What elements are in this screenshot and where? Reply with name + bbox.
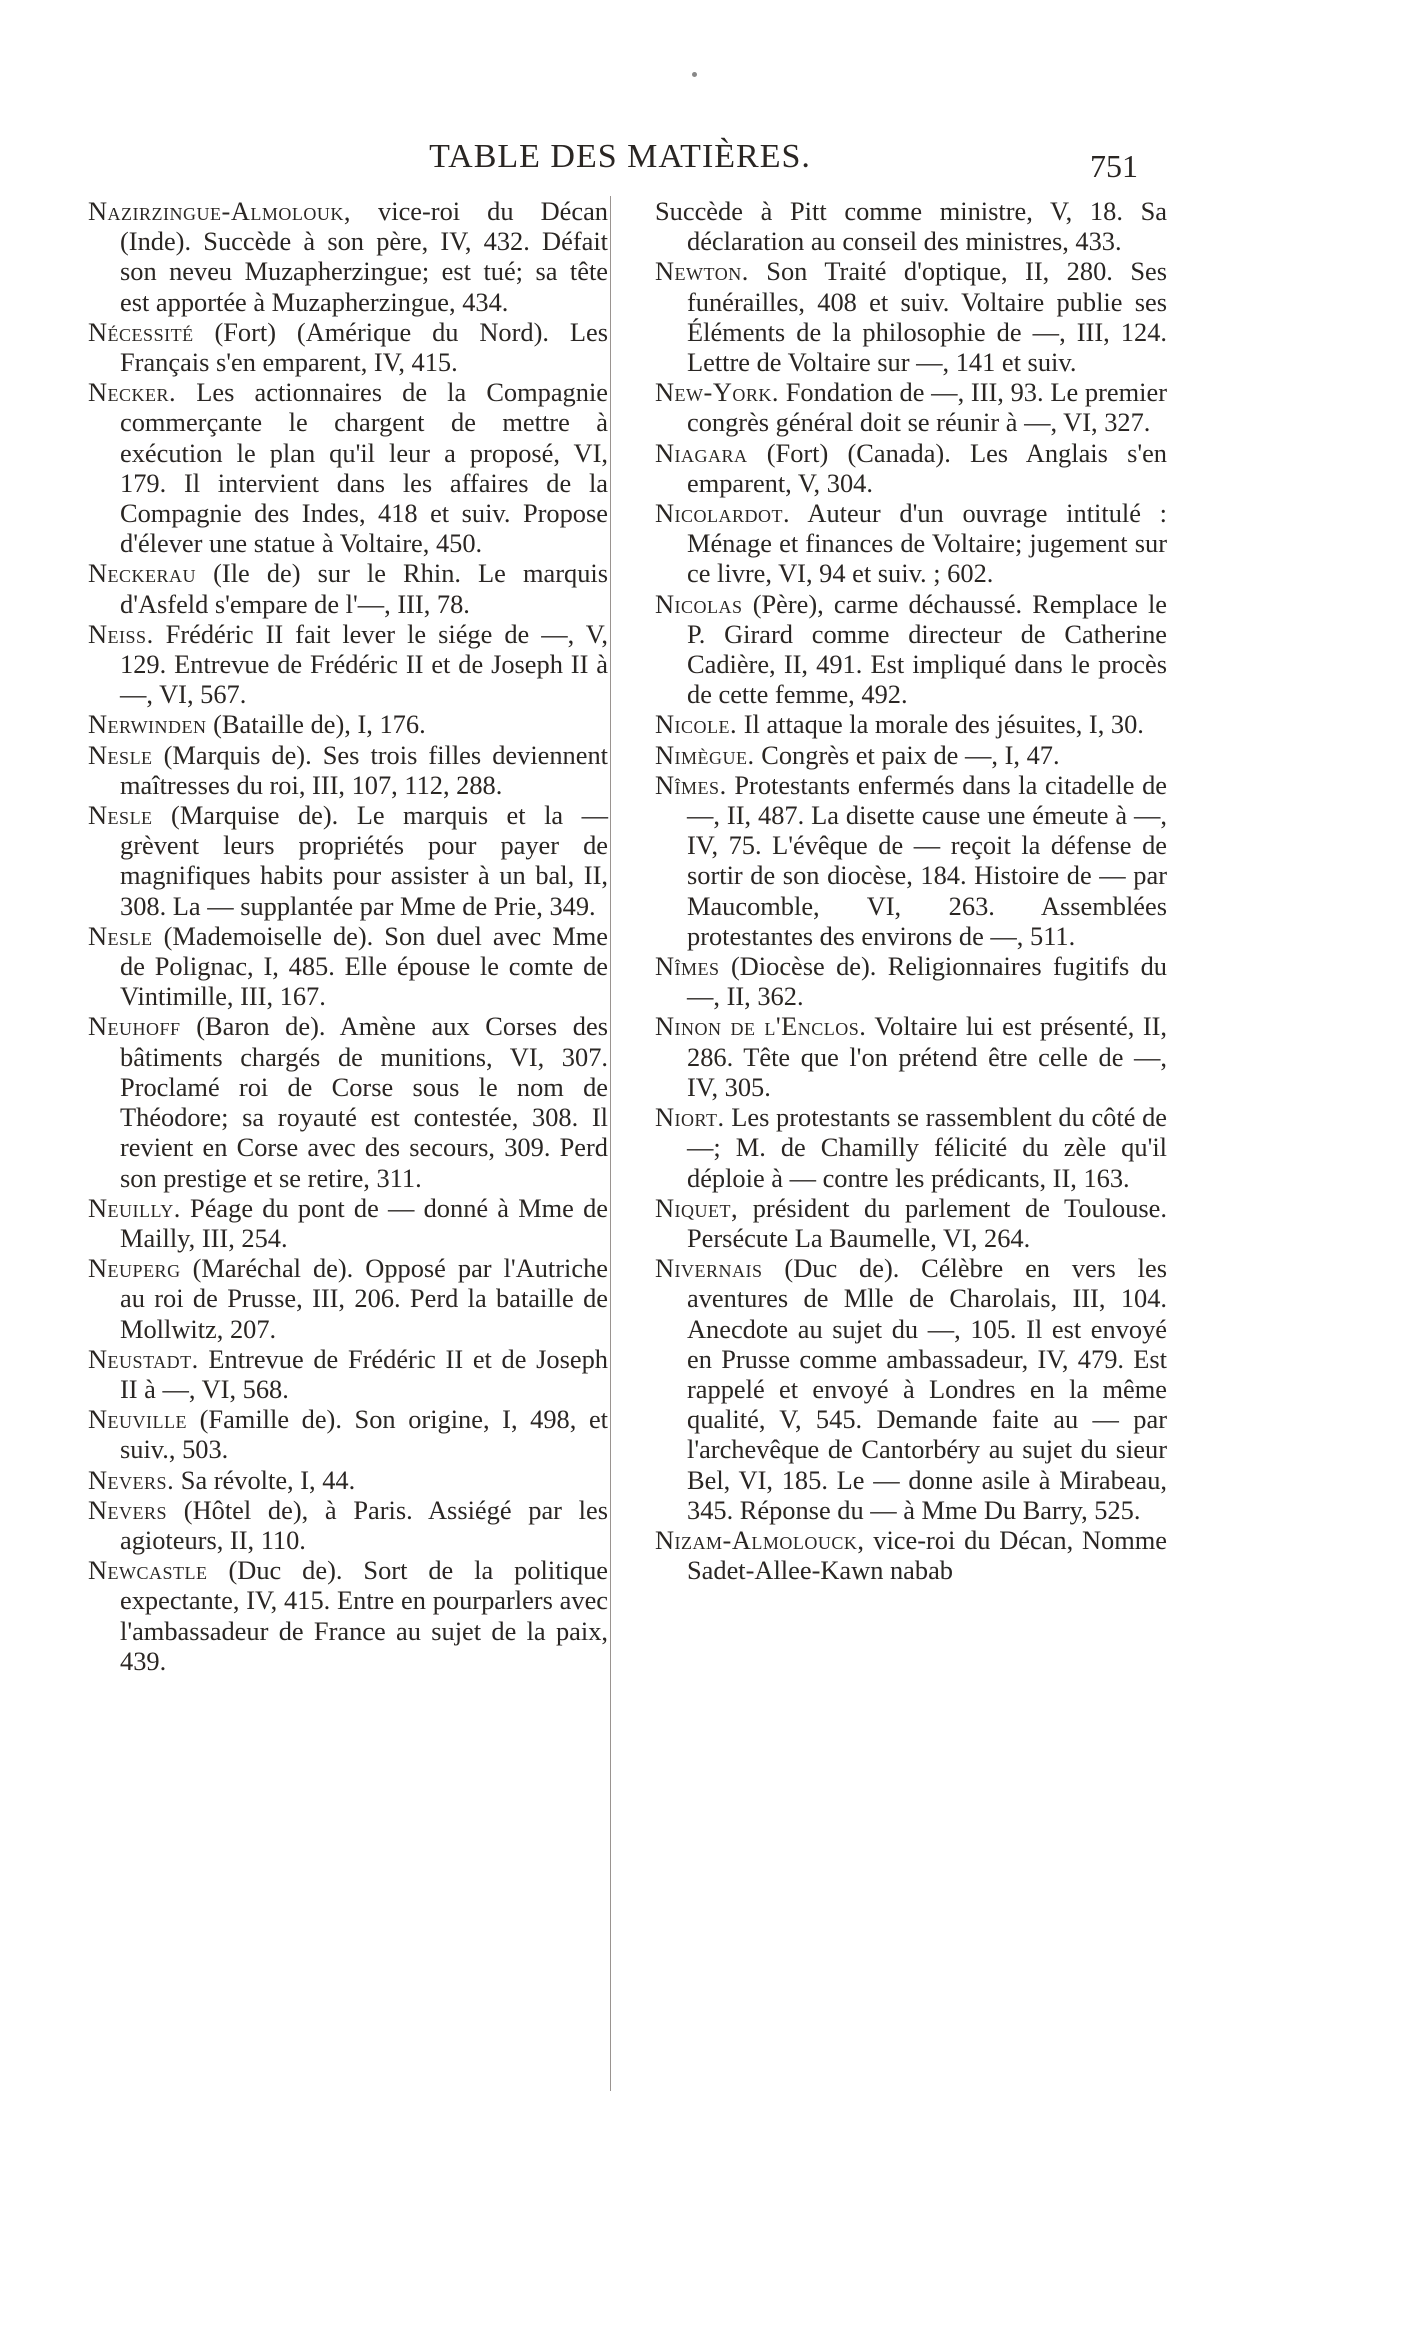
entry-headword: Ninon de l'Enclos. <box>655 1011 867 1042</box>
index-entry <box>655 196 1167 256</box>
entry-text: Auteur d'un ouvrage intitulé : Ménage et finances de Voltaire; jugement sur ce livre, VI, 94 et suiv. ; 602. <box>687 498 1167 589</box>
index-entry <box>88 377 608 558</box>
entry-headword: Newcastle <box>88 1555 208 1586</box>
entry-headword: Nerwinden <box>88 709 207 740</box>
entry-headword: Neuperg <box>88 1253 181 1284</box>
index-entry <box>88 1253 608 1344</box>
entry-headword: Neckerau <box>88 558 197 589</box>
entry-text: Il attaque la morale des jésuites, I, 30. <box>737 709 1144 740</box>
index-entry <box>88 1555 608 1676</box>
entry-text: (Duc de). Célèbre en vers les aventures de Mlle de Charolais, III, 104. Anecdote au sujet du —, 105. Il est envoyé en Prusse comme ambassadeur, IV, 479. Est rappelé et envoyé à Londres en la même qualité, V, 545. Demande faite au — par l'archevêque de Cantorbéry au sujet du sieur Bel, VI, 185. Le — donne asile à Mirabeau, 345. Réponse du — à Mme Du Barry, 525. <box>687 1253 1167 1525</box>
index-entry <box>88 196 608 317</box>
entry-headword: Nesle <box>88 739 153 770</box>
entry-text: (Maréchal de). Opposé par l'Autriche au roi de Prusse, III, 206. Perd la bataille de Mollwitz, 207. <box>120 1253 608 1344</box>
entry-headword: Niquet, <box>655 1192 739 1223</box>
entry-text: (Marquise de). Le marquis et la — grèvent leurs propriétés pour payer de magnifiques habits pour assister à un bal, II, 308. La — supplantée par Mme de Prie, 349. <box>120 800 608 921</box>
column-divider <box>610 196 611 2091</box>
index-entry <box>88 740 608 800</box>
entry-headword: Neiss. <box>88 618 154 649</box>
entry-text: (Fort) (Canada). Les Anglais s'en emparent, V, 304. <box>687 437 1167 498</box>
entry-text: Les actionnaires de la Compagnie commerçante le chargent de mettre à exécution le plan qu'il leur a proposé, VI, 179. Il intervient dans les affaires de la Compagnie des Indes, 418 et suiv. Propose d'élever une statue à Voltaire, 450. <box>120 377 608 559</box>
entry-headword: Neuville <box>88 1404 188 1435</box>
entry-text: (Hôtel de), à Paris. Assiégé par les agioteurs, II, 110. <box>120 1494 608 1555</box>
index-entry <box>88 709 608 739</box>
entry-text: (Ile de) sur le Rhin. Le marquis d'Asfeld s'empare de l'—, III, 78. <box>120 558 608 619</box>
entry-headword: New-York. <box>655 377 779 408</box>
entry-headword: Nivernais <box>655 1253 763 1284</box>
entry-headword: Nicole. <box>655 709 738 740</box>
entry-headword: Nazirzingue-Almolouk, <box>88 196 351 226</box>
entry-text: Voltaire lui est présenté, II, 286. Tête que l'on prétend être celle de —, IV, 305. <box>687 1011 1167 1102</box>
page-speck <box>692 72 697 77</box>
entry-text: Succède à Pitt comme ministre, V, 18. Sa déclaration au conseil des ministres, 433. <box>655 196 1167 257</box>
index-entry <box>655 1011 1167 1102</box>
index-entry <box>655 498 1167 589</box>
index-entry <box>88 1495 608 1555</box>
entry-headword: Niort. <box>655 1102 725 1133</box>
index-entry <box>88 1404 608 1464</box>
index-entry <box>655 951 1167 1011</box>
entry-text: (Fort) (Amérique du Nord). Les Français s'en emparent, IV, 415. <box>120 316 608 378</box>
entry-headword: Neuhoff <box>88 1011 181 1042</box>
entry-text: (Duc de). Sort de la politique expectante, IV, 415. Entre en pourparlers avec l'ambassadeur de France au sujet de la paix, 439. <box>120 1555 608 1676</box>
index-entry <box>88 1011 608 1192</box>
entry-headword: Nesle <box>88 920 153 951</box>
entry-headword: Nicolardot. <box>655 498 791 529</box>
entry-text: Son Traité d'optique, II, 280. Ses funérailles, 408 et suiv. Voltaire publie ses Éléments de la philosophie de —, III, 124. Lettre de Voltaire sur —, 141 et suiv. <box>687 256 1167 378</box>
entry-headword: Neustadt. <box>88 1343 199 1374</box>
entry-headword: Nevers. <box>88 1464 175 1495</box>
index-entry <box>88 1193 608 1253</box>
index-entry <box>88 558 608 618</box>
index-entry <box>88 1344 608 1404</box>
index-entry <box>655 438 1167 498</box>
index-entry <box>655 1102 1167 1193</box>
index-entry <box>655 770 1167 951</box>
running-header-title: TABLE DES MATIÈRES. <box>429 138 811 175</box>
entry-headword: Nesle <box>88 800 153 831</box>
index-entry <box>655 740 1167 770</box>
entry-headword: Niagara <box>655 437 748 468</box>
entry-text: Sa révolte, I, 44. <box>174 1464 356 1495</box>
entry-headword: Nicolas <box>655 588 743 619</box>
entry-text: Fondation de —, III, 93. Le premier congrès général doit se réunir à —, VI, 327. <box>687 377 1167 438</box>
entry-text: (Bataille de), I, 176. <box>206 709 426 740</box>
entry-text: Entrevue de Frédéric II et de Joseph II à —, VI, 568. <box>120 1343 608 1404</box>
index-entry <box>88 921 608 1012</box>
page-number: 751 <box>1090 148 1138 184</box>
entry-headword: Nîmes. <box>655 769 727 800</box>
entry-headword: Neuilly. <box>88 1192 181 1223</box>
index-entry <box>655 256 1167 377</box>
entry-text: Protestants enfermés dans la citadelle de —, II, 487. La disette cause une émeute à —, IV, 75. L'évêque de — reçoit la défense de sortir de son diocèse, 184. Histoire de — par Maucomble, VI, 263. Assemblées protestantes des environs de —, 511. <box>687 769 1167 951</box>
entry-headword: Nîmes <box>655 951 720 982</box>
index-entry <box>655 1253 1167 1525</box>
entry-text: (Baron de). Amène aux Corses des bâtiments chargés de munitions, VI, 307. Proclamé roi de Corse sous le nom de Théodore; sa royauté est contestée, 308. Il revient en Corse avec des secours, 309. Perd son prestige et se retire, 311. <box>120 1011 608 1193</box>
entry-text: (Marquis de). Ses trois filles deviennent maîtresses du roi, III, 107, 112, 288. <box>120 739 608 800</box>
entry-text: (Père), carme déchaussé. Remplace le P. Girard comme directeur de Catherine Cadière, II, 491. Est impliqué dans le procès de cette femme, 492. <box>687 588 1167 710</box>
entry-text: Les protestants se rassemblent du côté de —; M. de Chamilly félicité du zèle qu'il déploie à — contre les prédicants, II, 163. <box>687 1102 1167 1193</box>
entry-text: (Famille de). Son origine, I, 498, et suiv., 503. <box>120 1404 608 1465</box>
index-entry <box>655 589 1167 710</box>
index-entry <box>88 800 608 921</box>
right-column <box>655 196 1167 1585</box>
index-entry <box>88 317 608 377</box>
entry-text: vice-roi du Décan, Nomme Sadet-Allee-Kawn nabab <box>687 1524 1167 1586</box>
index-entry <box>655 1193 1167 1253</box>
entry-text: (Mademoiselle de). Son duel avec Mme de Polignac, I, 485. Elle épouse le comte de Vintimille, III, 167. <box>120 920 608 1012</box>
entry-headword: Nimègue. <box>655 739 755 770</box>
entry-headword: Newton. <box>655 256 749 287</box>
index-entry <box>88 619 608 710</box>
entry-text: Congrès et paix de —, I, 47. <box>754 739 1060 770</box>
entry-headword: Nécessité <box>88 316 194 347</box>
index-entry <box>655 709 1167 739</box>
entry-headword: Necker. <box>88 377 177 408</box>
left-column <box>88 196 608 1676</box>
entry-headword: Nevers <box>88 1494 168 1525</box>
entry-text: (Diocèse de). Religionnaires fugitifs du —, II, 362. <box>687 951 1167 1012</box>
entry-text: Frédéric II fait lever le siége de —, V, 129. Entrevue de Frédéric II et de Joseph II à —, VI, 567. <box>120 618 608 710</box>
index-entry <box>655 1525 1167 1585</box>
entry-text: président du parlement de Toulouse. Persécute La Baumelle, VI, 264. <box>687 1192 1167 1253</box>
entry-headword: Nizam-Almolouck, <box>655 1524 865 1555</box>
index-entry <box>88 1465 608 1495</box>
index-entry <box>655 377 1167 437</box>
entry-text: vice-roi du Décan (Inde). Succède à son père, IV, 432. Défait son neveu Muzapherzingue; est tué; sa tête est apportée à Muzapherzingue, 434. <box>120 196 608 317</box>
entry-text: Péage du pont de — donné à Mme de Mailly, III, 254. <box>120 1192 608 1253</box>
